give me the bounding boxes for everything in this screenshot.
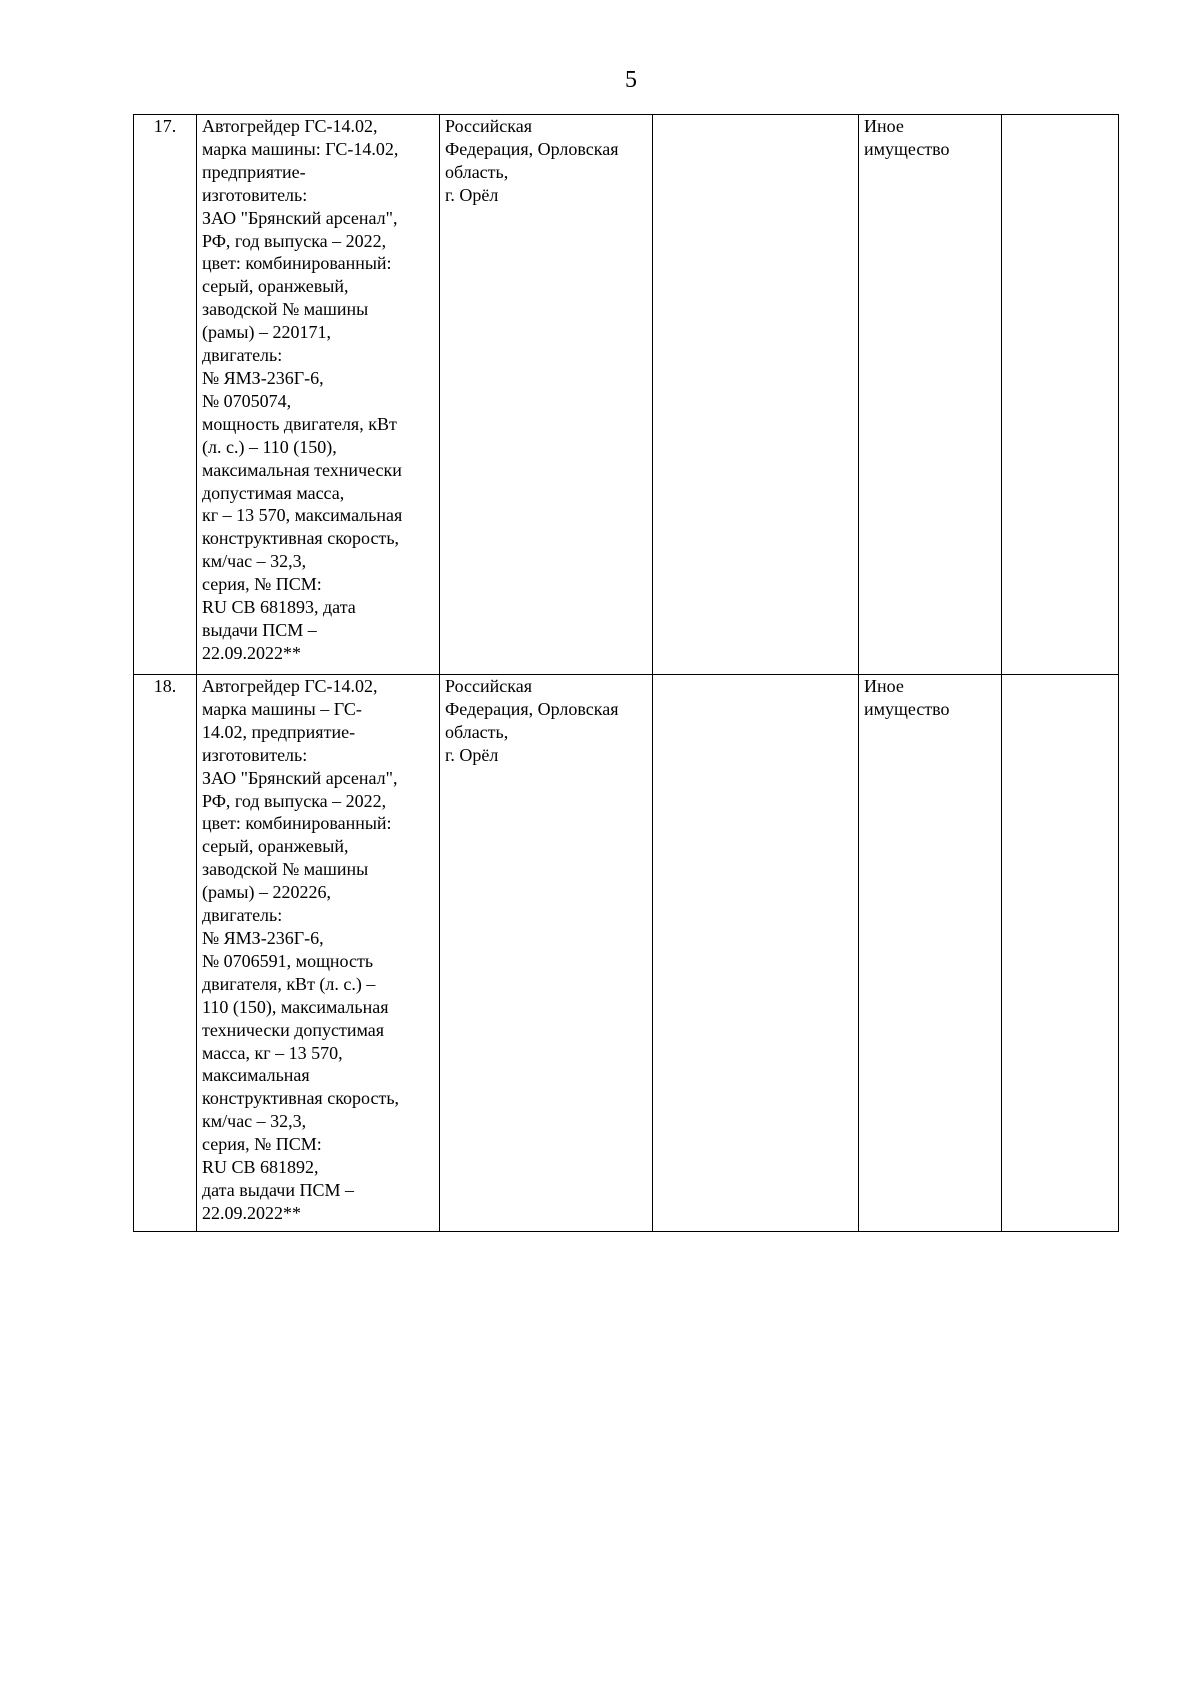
location-cell: Российская Федерация, Орловская область, г. Орёл [440, 115, 653, 675]
page-number: 5 [625, 67, 637, 93]
empty-cell [1002, 115, 1119, 675]
empty-cell [653, 675, 859, 1232]
row-number-cell: 18. [134, 675, 197, 1232]
empty-cell [653, 115, 859, 675]
table-row [134, 675, 1119, 1232]
location-cell: Российская Федерация, Орловская область, г. Орёл [440, 675, 653, 1232]
description-cell: Автогрейдер ГС-14.02, марка машины – ГС- 14.02, предприятие- изготовитель: ЗАО "Брянский арсенал", РФ, год выпуска – 2022, цвет: комбинированный: серый, оранжевый, заводской № машины (рамы) – 220226, двигатель: № ЯМЗ-236Г-6, № 0706591, мощность двигателя, кВт (л. с.) – 110 (150), максимальная технически допустимая масса, кг – 13 570, максимальная конструктивная скорость, км/час – 32,3, серия, № ПСМ: RU CB 681892, дата выдачи ПСМ – 22.09.2022** [197, 675, 440, 1232]
category-cell: Иное имущество [859, 115, 1002, 675]
description-cell: Автогрейдер ГС-14.02, марка машины: ГС-14.02, предприятие- изготовитель: ЗАО "Брянский арсенал", РФ, год выпуска – 2022, цвет: комбинированный: серый, оранжевый, заводской № машины (рамы) – 220171, двигатель: № ЯМЗ-236Г-6, № 0705074, мощность двигателя, кВт (л. с.) – 110 (150), максимальная технически допустимая масса, кг – 13 570, максимальная конструктивная скорость, км/час – 32,3, серия, № ПСМ: RU CB 681893, дата выдачи ПСМ – 22.09.2022** [197, 115, 440, 675]
table-row [134, 115, 1119, 675]
row-number-cell: 17. [134, 115, 197, 675]
empty-cell [1002, 675, 1119, 1232]
property-table [133, 114, 1119, 1232]
category-cell: Иное имущество [859, 675, 1002, 1232]
